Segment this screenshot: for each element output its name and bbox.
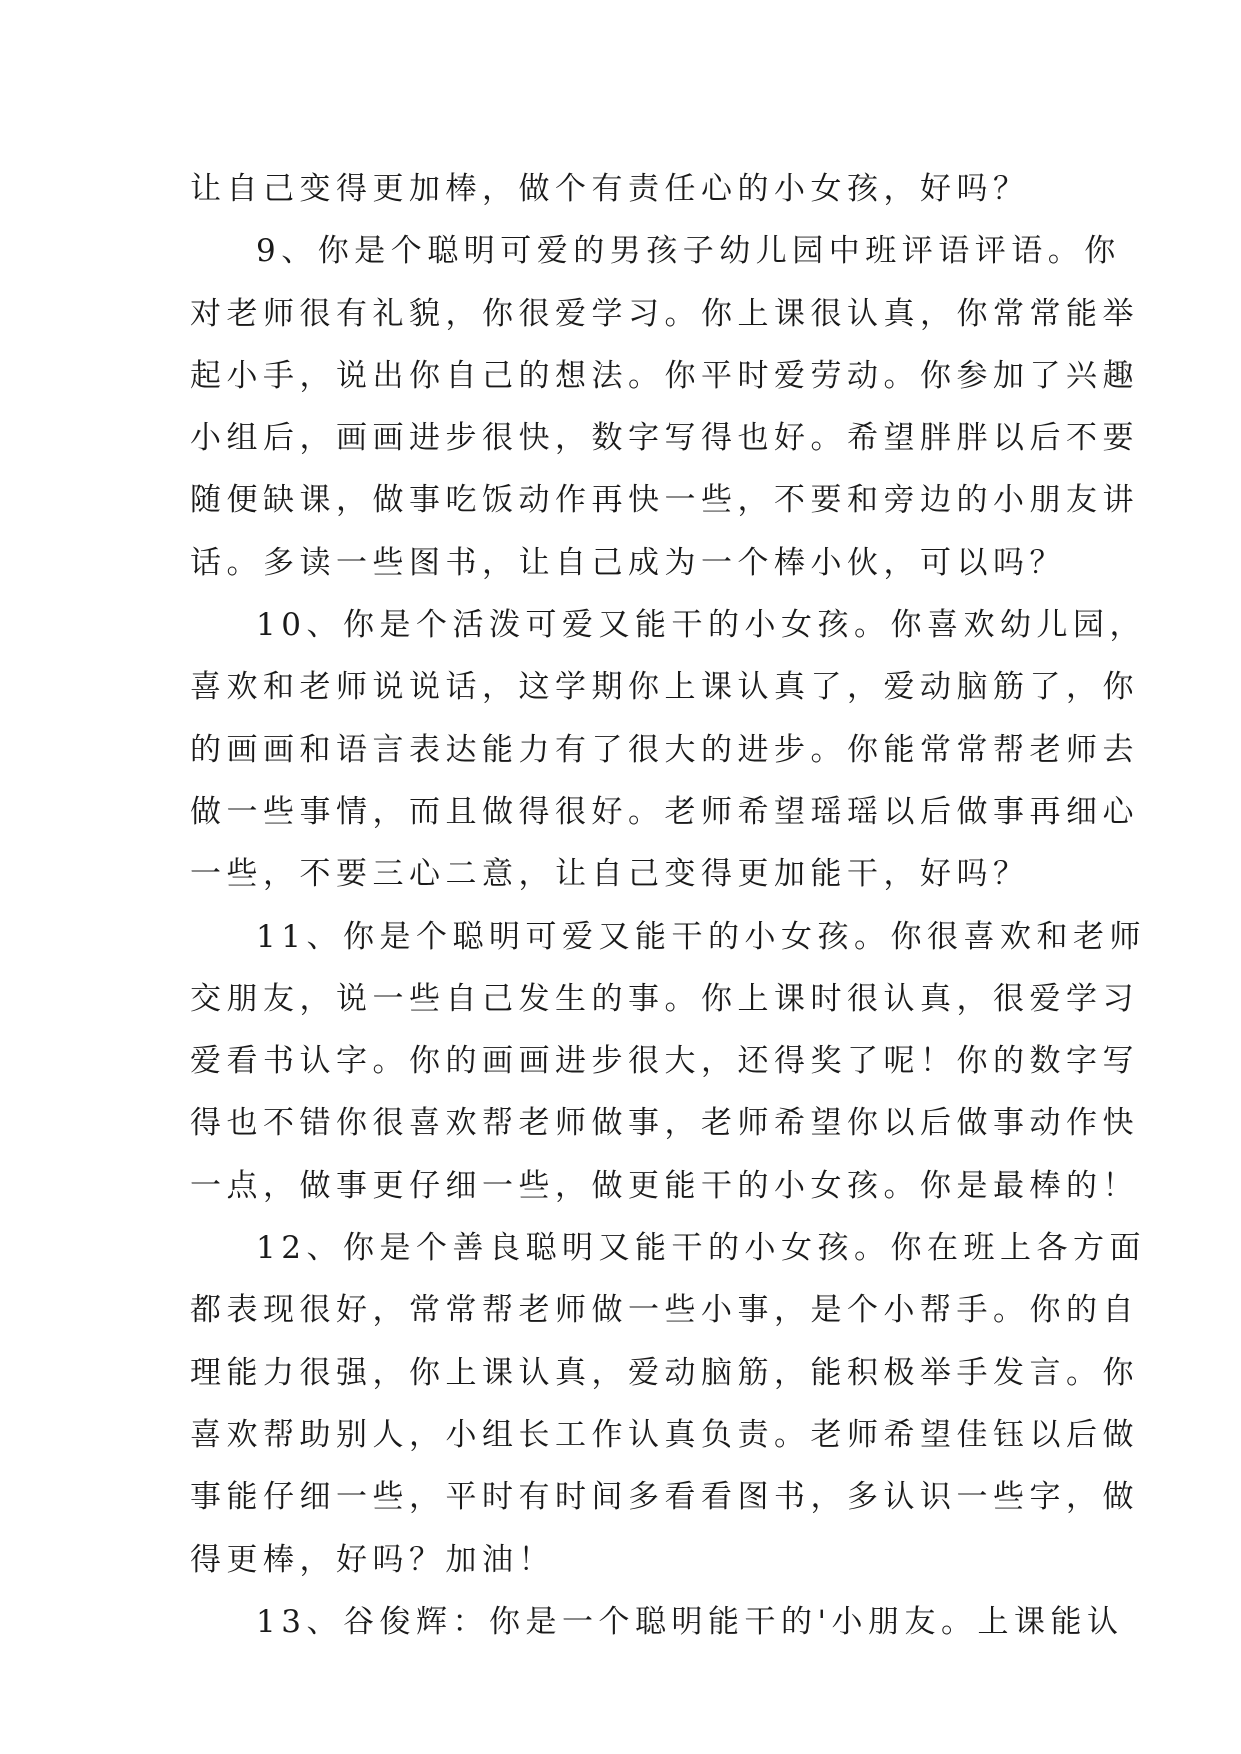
text-line: 让自己变得更加棒，做个有责任心的小女孩，好吗？ [190,171,1030,207]
text-line: 起小手，说出你自己的想法。你平时爱劳动。你参加了兴趣 [190,357,1139,394]
text-line: 事能仔细一些，平时有时间多看看图书，多认识一些字，做 [190,1479,1139,1516]
paragraph-start-12: 12、你是个善良聪明又能干的小女孩。你在班上各方面 [256,1230,1146,1267]
text-line: 理能力很强，你上课认真，爱动脑筋，能积极举手发言。你 [190,1354,1139,1391]
text-line: 小组后，画画进步很快，数字写得也好。希望胖胖以后不要 [190,420,1139,457]
text-line: 做一些事情，而且做得很好。老师希望瑶瑶以后做事再细心 [190,793,1139,830]
text-line: 一些，不要三心二意，让自己变得更加能干，好吗？ [190,856,1030,893]
paragraph-start-13: 13、谷俊辉：你是一个聪明能干的'小朋友。上课能认 [256,1603,1124,1640]
paragraph-start-11: 11、你是个聪明可爱又能干的小女孩。你很喜欢和老师 [256,918,1146,955]
text-line: 交朋友，说一些自己发生的事。你上课时很认真，很爱学习 [190,980,1139,1017]
text-line: 得也不错你很喜欢帮老师做事，老师希望你以后做事动作快 [190,1105,1139,1142]
text-line: 得更棒，好吗？加油！ [190,1541,555,1578]
text-line: 随便缺课，做事吃饭动作再快一些，不要和旁边的小朋友讲 [190,482,1139,519]
text-line: 话。多读一些图书，让自己成为一个棒小伙，可以吗？ [190,544,1066,581]
text-line: 都表现很好，常常帮老师做一些小事，是个小帮手。你的自 [190,1292,1139,1329]
text-line: 喜欢帮助别人，小组长工作认真负责。老师希望佳钰以后做 [190,1416,1139,1453]
text-line: 一点，做事更仔细一些，做更能干的小女孩。你是最棒的！ [190,1167,1139,1204]
document-body [190,158,1146,1653]
text-line: 喜欢和老师说说话，这学期你上课认真了，爱动脑筋了，你 [190,669,1139,706]
text-line: 对老师很有礼貌，你很爱学习。你上课很认真，你常常能举 [190,295,1139,332]
paragraph-start-10: 10、你是个活泼可爱又能干的小女孩。你喜欢幼儿园， [256,607,1146,644]
paragraph-start-9: 9、你是个聪明可爱的男孩子幼儿园中班评语评语。你 [256,233,1121,270]
text-line: 的画画和语言表达能力有了很大的进步。你能常常帮老师去 [190,731,1139,768]
text-line: 爱看书认字。你的画画进步很大，还得奖了呢！你的数字写 [190,1043,1139,1080]
